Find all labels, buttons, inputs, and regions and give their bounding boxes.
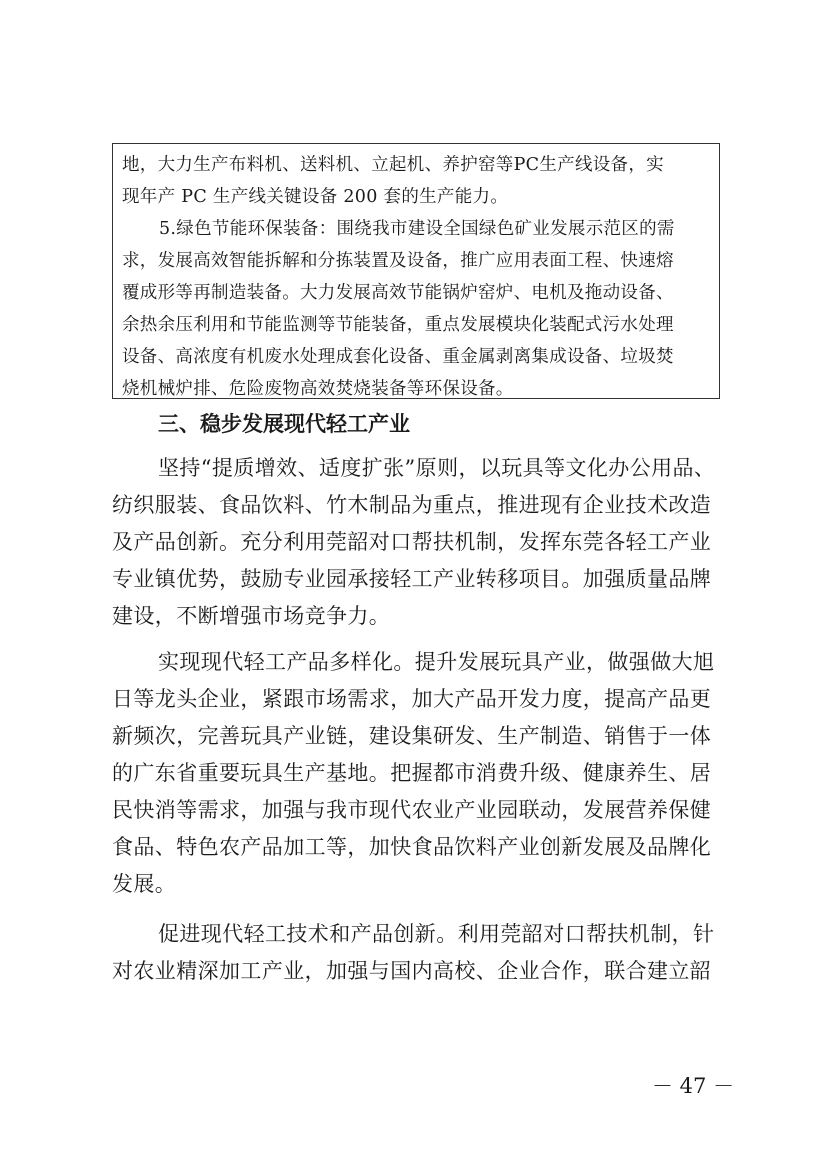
paragraph-line: 及产品创新。充分利用莞韶对口帮扶机制，发挥东莞各轻工产业 <box>112 530 712 554</box>
box-line: 现年产 PC 生产线关键设备 200 套的生产能力。 <box>122 187 509 207</box>
paragraph-line: 专业镇优势，鼓励专业园承接轻工产业转移项目。加强质量品牌 <box>112 567 712 591</box>
box-line: 余热余压利用和节能监测等节能装备，重点发展模块化装配式污水处理 <box>122 315 674 335</box>
box-line: 地，大力生产布料机、送料机、立起机、养护窑等PC生产线设备，实 <box>122 155 664 175</box>
paragraph-line: 实现现代轻工产品多样化。提升发展玩具产业，做强做大旭 <box>158 650 715 674</box>
paragraph-line: 纺织服装、食品饮料、竹木制品为重点，推进现有企业技术改造 <box>112 493 712 517</box>
paragraph-line: 坚持“提质增效、适度扩张”原则，以玩具等文化办公用品、 <box>158 456 716 480</box>
paragraph-line: 建设，不断增强市场竞争力。 <box>112 604 391 628</box>
paragraph-line: 新频次，完善玩具产业链，建设集研发、生产制造、销售于一体 <box>112 724 712 748</box>
page-number: － 47 － <box>652 1074 735 1098</box>
paragraph-line: 的广东省重要玩具生产基地。把握都市消费升级、健康养生、居 <box>112 761 712 785</box>
section-heading: 三、稳步发展现代轻工产业 <box>158 412 410 436</box>
box-line: 覆成形等再制造装备。大力发展高效节能锅炉窑炉、电机及拖动设备、 <box>122 283 674 303</box>
box-line: 5.绿色节能环保装备：围绕我市建设全国绿色矿业发展示范区的需 <box>159 219 675 239</box>
box-line: 烧机械炉排、危险废物高效焚烧装备等环保设备。 <box>122 379 514 399</box>
box-line: 求，发展高效智能拆解和分拣装置及设备，推广应用表面工程、快速熔 <box>122 251 674 271</box>
box-line: 设备、高浓度有机废水处理成套化设备、重金属剥离集成设备、垃圾焚 <box>122 347 674 367</box>
paragraph-line: 对农业精深加工产业，加强与国内高校、企业合作，联合建立韶 <box>112 959 712 983</box>
paragraph-line: 日等龙头企业，紧跟市场需求，加大产品开发力度，提高产品更 <box>112 687 712 711</box>
paragraph-line: 发展。 <box>112 872 177 896</box>
equipment-text-box <box>112 143 720 399</box>
paragraph-line: 民快消等需求，加强与我市现代农业产业园联动，发展营养保健 <box>112 798 712 822</box>
paragraph-line: 促进现代轻工技术和产品创新。利用莞韶对口帮扶机制，针 <box>158 922 715 946</box>
paragraph-line: 食品、特色农产品加工等，加快食品饮料产业创新发展及品牌化 <box>112 835 712 859</box>
